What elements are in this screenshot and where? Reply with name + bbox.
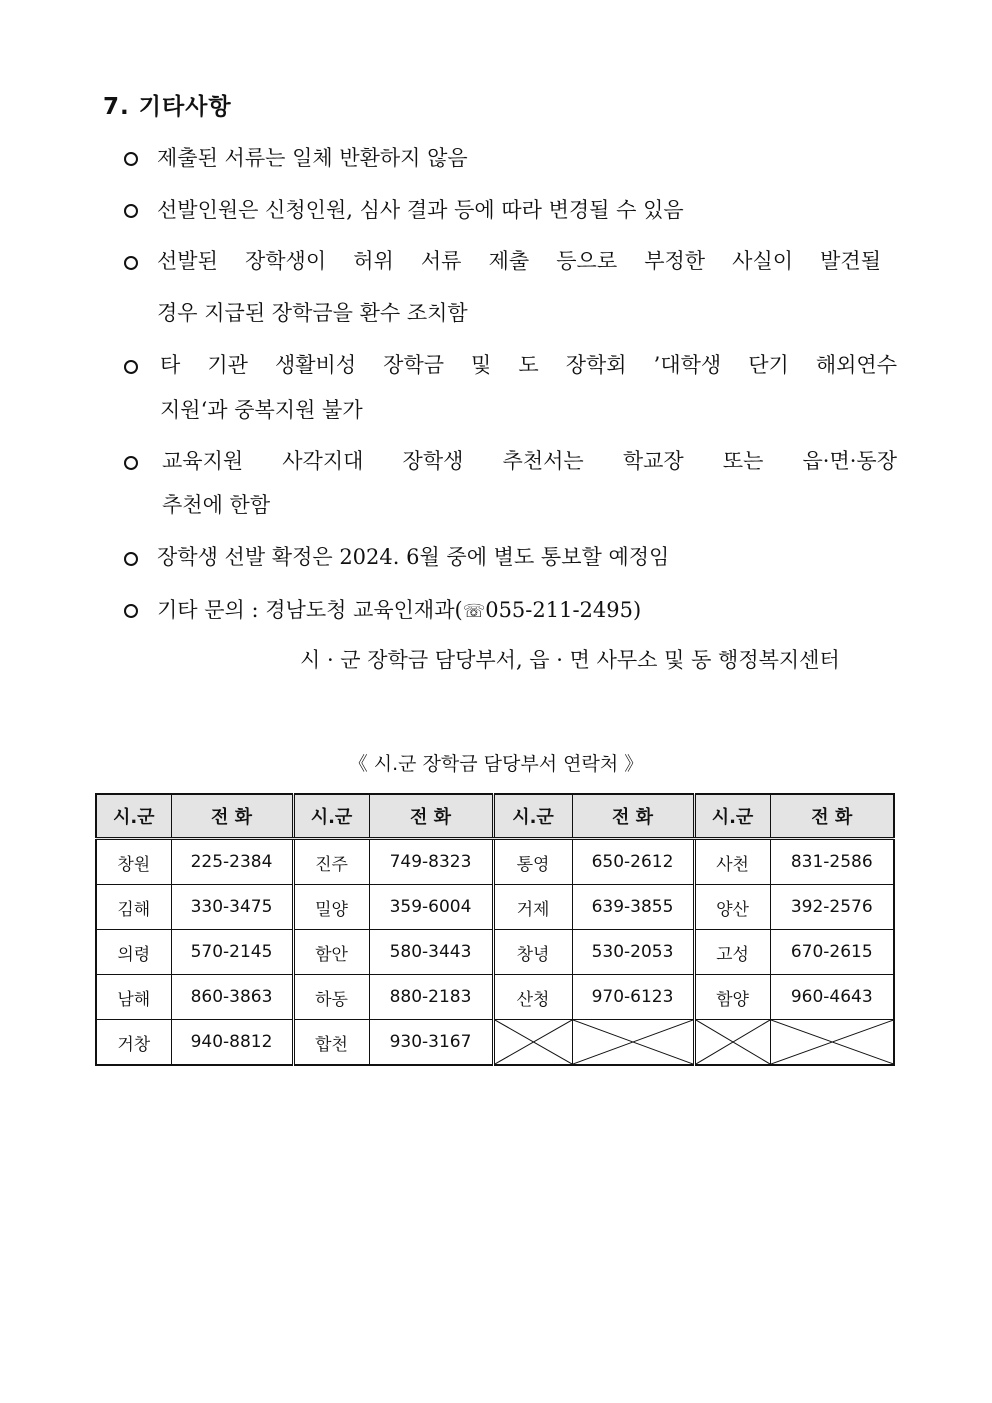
column-header-phone: 전 화 — [572, 794, 694, 839]
region-cell: 합천 — [293, 1020, 369, 1066]
region-cell: 거제 — [493, 885, 572, 930]
region-cell: 고성 — [694, 930, 770, 975]
phone-cell: 860-3863 — [171, 975, 293, 1020]
phone-cell: 359-6004 — [369, 885, 493, 930]
column-header-region: 시.군 — [96, 794, 171, 839]
bullet-icon — [124, 204, 138, 218]
table-row — [96, 930, 894, 975]
region-cell: 양산 — [694, 885, 770, 930]
list-item-text: 교육지원 사각지대 장학생 추천서는 학교장 또는 읍·면·동장 — [162, 449, 897, 473]
list-item-continuation — [157, 300, 468, 326]
list-item — [160, 352, 897, 378]
list-item-text: 선발인원은 신청인원, 심사 결과 등에 따라 변경될 수 있음 — [157, 198, 684, 222]
phone-cell: 650-2612 — [572, 839, 694, 885]
telephone-icon: ☏ — [462, 601, 486, 622]
phone-cell: 530-2053 — [572, 930, 694, 975]
phone-cell: 670-2615 — [770, 930, 894, 975]
phone-cell: 570-2145 — [171, 930, 293, 975]
region-cell: 창원 — [96, 839, 171, 885]
phone-cell: 880-2183 — [369, 975, 493, 1020]
list-item-text: 선발된 장학생이 허위 서류 제출 등으로 부정한 사실이 발견될 — [157, 249, 881, 273]
bullet-icon — [124, 456, 138, 470]
list-item — [157, 597, 641, 625]
phone-cell: 960-4643 — [770, 975, 894, 1020]
contact-phone: 055-211-2495) — [485, 598, 642, 622]
list-item-text: 지원‘과 중복지원 불가 — [160, 398, 363, 422]
column-header-region: 시.군 — [694, 794, 770, 839]
region-cell: 의령 — [96, 930, 171, 975]
list-item-text: 경우 지급된 장학금을 환수 조치함 — [157, 301, 468, 325]
column-header-region: 시.군 — [493, 794, 572, 839]
cross-out-mark — [495, 1020, 572, 1064]
phone-cell: 392-2576 — [770, 885, 894, 930]
empty-cell — [572, 1020, 694, 1066]
phone-cell: 970-6123 — [572, 975, 694, 1020]
table-row — [96, 839, 894, 885]
region-cell: 김해 — [96, 885, 171, 930]
region-cell: 밀양 — [293, 885, 369, 930]
list-item — [157, 248, 881, 274]
region-cell: 함안 — [293, 930, 369, 975]
list-item-text: 타 기관 생활비성 장학금 및 도 장학회 ’대학생 단기 해외연수 — [160, 353, 897, 377]
region-cell: 거창 — [96, 1020, 171, 1066]
phone-cell: 930-3167 — [369, 1020, 493, 1066]
list-item-text: 기타 문의 : 경남도청 교육인재과( — [157, 598, 463, 622]
region-cell: 산청 — [493, 975, 572, 1020]
column-header-phone: 전 화 — [171, 794, 293, 839]
list-item-continuation — [160, 397, 363, 423]
bullet-icon — [124, 256, 138, 270]
list-item — [157, 197, 684, 223]
empty-cell — [770, 1020, 894, 1066]
list-item-text: 시 · 군 장학금 담당부서, 읍 · 면 사무소 및 동 행정복지센터 — [300, 648, 840, 672]
list-item — [162, 448, 897, 474]
region-cell: 창녕 — [493, 930, 572, 975]
phone-cell: 330-3475 — [171, 885, 293, 930]
empty-cell — [493, 1020, 572, 1066]
bullet-icon — [124, 360, 138, 374]
contacts-table — [95, 793, 895, 1066]
region-cell: 하동 — [293, 975, 369, 1020]
phone-cell: 831-2586 — [770, 839, 894, 885]
table-row — [96, 885, 894, 930]
column-header-phone: 전 화 — [770, 794, 894, 839]
cross-out-mark — [696, 1020, 770, 1064]
list-item-continuation — [162, 492, 270, 518]
bullet-icon — [124, 604, 138, 618]
phone-cell: 749-8323 — [369, 839, 493, 885]
phone-cell: 940-8812 — [171, 1020, 293, 1066]
empty-cell — [694, 1020, 770, 1066]
list-item — [157, 544, 669, 570]
table-row — [96, 1020, 894, 1066]
region-cell: 함양 — [694, 975, 770, 1020]
phone-cell: 580-3443 — [369, 930, 493, 975]
cross-out-mark — [573, 1020, 693, 1064]
column-header-phone: 전 화 — [369, 794, 493, 839]
list-item-text: 장학생 선발 확정은 2024. 6월 중에 별도 통보할 예정임 — [157, 545, 670, 569]
region-cell: 통영 — [493, 839, 572, 885]
region-cell: 남해 — [96, 975, 171, 1020]
section-heading: 7. 기타사항 — [103, 94, 232, 120]
list-item-text: 추천에 한함 — [162, 493, 271, 517]
list-item-continuation — [300, 647, 840, 673]
region-cell: 사천 — [694, 839, 770, 885]
table-header-row — [96, 794, 894, 839]
table-caption: 《 시.군 장학금 담당부서 연락처 》 — [348, 753, 644, 775]
table-row — [96, 975, 894, 1020]
list-item — [157, 145, 468, 171]
bullet-icon — [124, 152, 138, 166]
bullet-icon — [124, 552, 138, 566]
region-cell: 진주 — [293, 839, 369, 885]
phone-cell: 639-3855 — [572, 885, 694, 930]
column-header-region: 시.군 — [293, 794, 369, 839]
list-item-text: 제출된 서류는 일체 반환하지 않음 — [157, 146, 468, 170]
cross-out-mark — [771, 1020, 894, 1064]
phone-cell: 225-2384 — [171, 839, 293, 885]
